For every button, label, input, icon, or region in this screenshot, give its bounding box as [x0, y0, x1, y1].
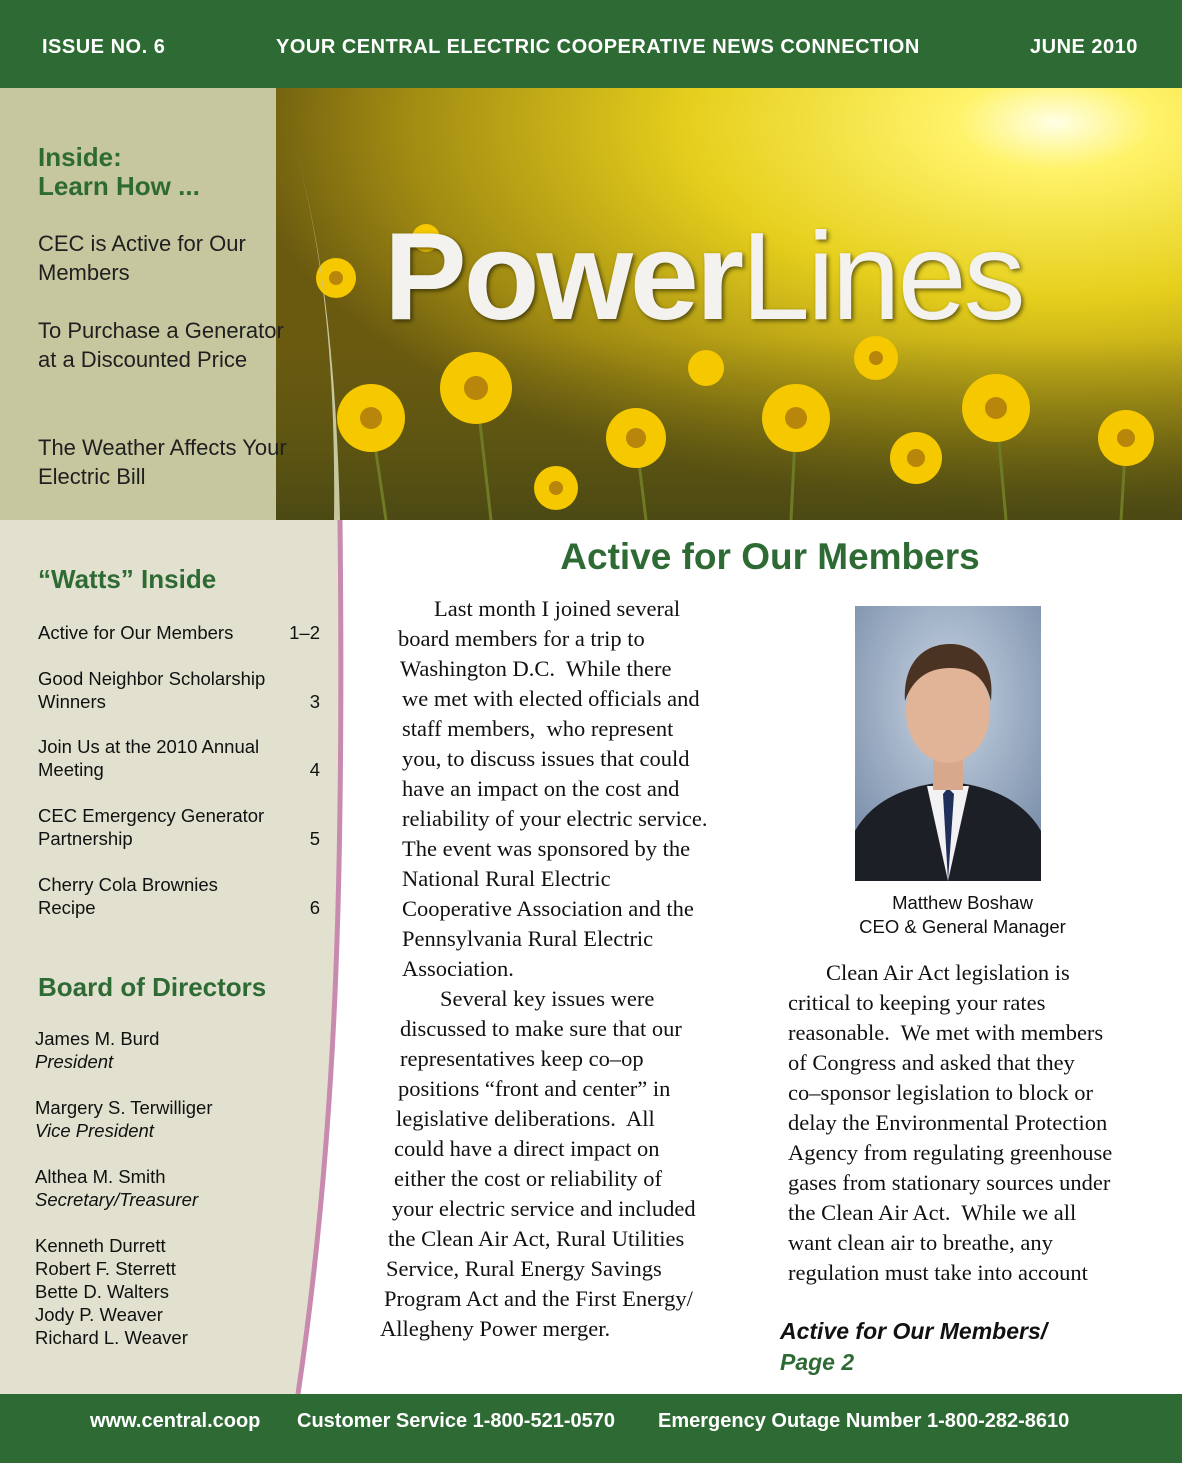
- logo-lines-text: Lines: [741, 208, 1023, 346]
- toc-entry-page: 4: [309, 759, 320, 780]
- article-line: Association.: [402, 956, 514, 981]
- caption-title: CEO & General Manager: [859, 916, 1066, 937]
- photo-caption: [790, 891, 1135, 939]
- article-line: board members for a trip to: [398, 626, 645, 651]
- article-line: Allegheny Power merger.: [380, 1316, 611, 1341]
- article-line: Cooperative Association and the: [402, 896, 694, 921]
- inside-item: To Purchase a Generator at a Discounted Price: [38, 318, 284, 372]
- toc-entry-title: Good Neighbor Scholarship Winners: [38, 668, 266, 712]
- director-officer: [35, 1027, 159, 1073]
- director-role: Secretary/Treasurer: [35, 1189, 199, 1210]
- director-role: Vice President: [35, 1120, 154, 1141]
- customer-service-number: Customer Service 1-800-521-0570: [297, 1410, 615, 1432]
- director-officer: [35, 1165, 198, 1211]
- article-line: Agency from regulating greenhouse: [788, 1140, 1113, 1165]
- toc-entry-title: CEC Emergency Generator Partnership: [38, 805, 265, 849]
- board-heading: Board of Directors: [38, 972, 267, 1002]
- toc-entry: [38, 735, 320, 781]
- article-line: delay the Environmental Protection: [788, 1110, 1108, 1135]
- director-name: Althea M. Smith: [35, 1166, 166, 1187]
- article-line: critical to keeping your rates: [788, 990, 1046, 1015]
- article-line: co–sponsor legislation to block or: [788, 1080, 1093, 1105]
- director-members-list: [35, 1234, 188, 1349]
- article-right-column: [788, 958, 1168, 1288]
- powerlines-logo: [384, 208, 1023, 346]
- article-left-column: [360, 594, 760, 1344]
- continued-jump-line: [780, 1316, 1047, 1378]
- masthead-tagline: YOUR CENTRAL ELECTRIC COOPERATIVE NEWS CONNECTION: [276, 36, 920, 58]
- inside-heading-line2: Learn How ...: [38, 171, 200, 201]
- toc-entry: [38, 667, 320, 713]
- article-line: reasonable. We met with members: [788, 1020, 1104, 1045]
- director-name: James M. Burd: [35, 1028, 160, 1049]
- director-name: Kenneth Durrett: [35, 1235, 166, 1256]
- article-line: want clean air to breathe, any: [788, 1230, 1053, 1255]
- toc-entry-page: 1–2: [289, 622, 320, 643]
- toc-entry-page: 5: [309, 828, 320, 849]
- article-line: positions “front and center” in: [398, 1076, 671, 1101]
- article-line: representatives keep co–op: [400, 1046, 644, 1071]
- article-line: legislative deliberations. All: [396, 1106, 655, 1131]
- article-line: Clean Air Act legislation is: [826, 960, 1070, 985]
- director-name: Bette D. Walters: [35, 1281, 169, 1302]
- issue-date: JUNE 2010: [1030, 36, 1138, 58]
- article-title: Active for Our Members: [560, 536, 980, 577]
- article-line: discussed to make sure that our: [400, 1016, 682, 1041]
- article-line: Program Act and the First Energy/: [384, 1286, 693, 1311]
- website-link[interactable]: www.central.coop: [90, 1410, 261, 1432]
- toc-entry-title: Cherry Cola Brownies Recipe: [38, 874, 218, 918]
- inside-heading-line1: Inside:: [38, 142, 122, 172]
- emergency-outage-number: Emergency Outage Number 1-800-282-8610: [658, 1410, 1070, 1432]
- article-line: of Congress and asked that they: [788, 1050, 1075, 1075]
- article-line: Last month I joined several: [434, 596, 681, 621]
- masthead-bar: [0, 0, 1182, 88]
- article-line: Washington D.C. While there: [400, 656, 672, 681]
- toc-entry-page: 6: [309, 897, 320, 918]
- director-officer: [35, 1096, 213, 1142]
- toc-entry-title: Active for Our Members: [38, 622, 234, 643]
- logo-power-text: Power: [384, 208, 742, 346]
- article-line: either the cost or reliability of: [394, 1166, 663, 1191]
- director-name: Margery S. Terwilliger: [35, 1097, 213, 1118]
- watts-inside-heading: “Watts” Inside: [38, 564, 217, 594]
- toc-entry: [38, 804, 320, 850]
- jump-text: Active for Our Members/: [780, 1318, 1048, 1344]
- article-line: you, to discuss issues that could: [402, 746, 690, 771]
- inside-item: The Weather Affects Your Electric Bill: [38, 435, 287, 489]
- article-line: gases from stationary sources under: [788, 1170, 1111, 1195]
- article-line: could have a direct impact on: [394, 1136, 660, 1161]
- article-line: Service, Rural Energy Savings: [386, 1256, 662, 1281]
- inside-item: CEC is Active for Our Members: [38, 231, 246, 285]
- article-line: we met with elected officials and: [402, 686, 700, 711]
- director-name: Robert F. Sterrett: [35, 1258, 176, 1279]
- director-name: Richard L. Weaver: [35, 1327, 188, 1348]
- caption-name: Matthew Boshaw: [892, 892, 1033, 913]
- article-line: the Clean Air Act, Rural Utilities: [388, 1226, 685, 1251]
- article-line: regulation must take into account: [788, 1260, 1088, 1285]
- article-line: the Clean Air Act. While we all: [788, 1200, 1077, 1225]
- inside-heading: [38, 143, 200, 201]
- article-line: staff members, who represent: [402, 716, 674, 741]
- director-name: Jody P. Weaver: [35, 1304, 163, 1325]
- article-line: National Rural Electric: [402, 866, 611, 891]
- article-line: your electric service and included: [392, 1196, 696, 1221]
- article-line: Pennsylvania Rural Electric: [402, 926, 654, 951]
- footer-bar: [0, 1394, 1182, 1463]
- toc-entry: [38, 873, 320, 919]
- director-role: President: [35, 1051, 114, 1072]
- article-line: reliability of your electric service.: [402, 806, 708, 831]
- toc-entry-title: Join Us at the 2010 Annual Meeting: [38, 736, 260, 780]
- article-line: Several key issues were: [440, 986, 655, 1011]
- issue-number: ISSUE NO. 6: [42, 36, 166, 58]
- jump-page: Page 2: [780, 1349, 855, 1375]
- ceo-portrait-photo: [855, 606, 1041, 881]
- toc-entry-page: 3: [309, 691, 320, 712]
- article-line: The event was sponsored by the: [402, 836, 691, 861]
- toc-entry: [38, 621, 320, 644]
- article-line: have an impact on the cost and: [402, 776, 680, 801]
